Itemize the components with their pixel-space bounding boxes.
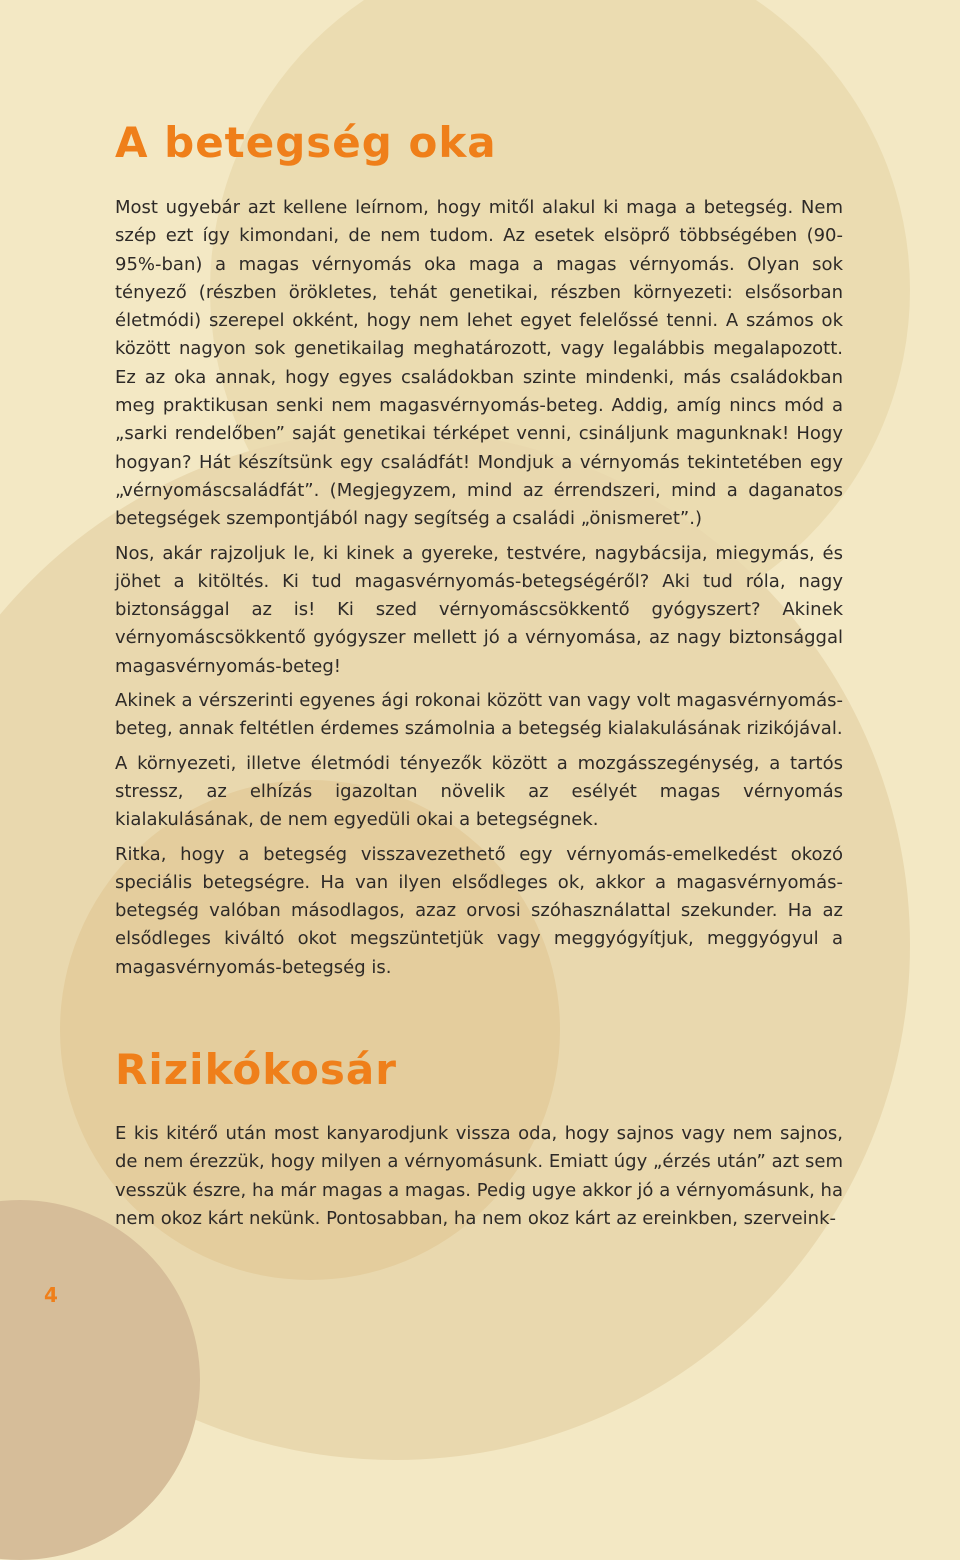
page-number: 4 [44, 1283, 58, 1307]
section-body-rizikokosar [115, 1120, 843, 1239]
paragraph: Most ugyebár azt kellene leírnom, hogy mitől alakul ki maga a betegség. Nem szép ezt így kimondani, de nem tudom. Az esetek elsöprő többségében (90-95%-ban) a magas vérnyomás oka maga a magas vérnyomás. Olyan sok tényező (részben örökletes, tehát genetikai, részben környezeti: elsősorban életmódi) szerepel okként, hogy nem lehet egyet felelőssé tenni. A számos ok között nagyon sok genetikailag meghatározott, vagy legalábbis megalapozott. Ez az oka annak, hogy egyes családokban szinte mindenki, más családokban meg praktikusan senki nem magasvérnyomás-beteg. Addig, amíg nincs mód a „sarki rendelőben” saját genetikai térképet venni, csináljunk magunknak! Hogy hogyan? Hát készítsünk egy családfát! Mondjuk a vérnyomás tekintetében egy „vérnyomáscsaládfát”. (Megjegyzem, mind az érrendszeri, mind a daganatos betegségek szempontjából nagy segítség a családi „önismeret”.) [115, 197, 843, 530]
paragraph: Ritka, hogy a betegség visszavezethető egy vérnyomás-emelkedést okozó speciális betegségre. Ha van ilyen elsődleges ok, akkor a magasvérnyomás-betegség valóban másodlagos, azaz orvosi szóhasználattal szekunder. Ha az elsődleges kiváltó okot megszüntetjük vagy meggyógyítjuk, meggyógyul a magasvérnyomás-betegség is. [115, 843, 843, 978]
paragraph: Nos, akár rajzoljuk le, ki kinek a gyereke, testvére, nagybácsija, miegymás, és jöhet a kitöltés. Ki tud magasvérnyomás-betegségéről? Aki tud róla, nagy biztonsággal az is! Ki szed vérnyomáscsökkentő gyógyszert? Akinek vérnyomáscsökkentő gyógyszer mellett jó a vérnyomása, az nagy biztonsággal magasvérnyomás-beteg! [115, 542, 843, 677]
section-body-betegseg-oka [115, 194, 843, 988]
paragraph: Akinek a vérszerinti egyenes ági rokonai között van vagy volt magasvérnyomás-beteg, annak feltétlen érdemes számolnia a betegség kialakulásának rizikójával. [115, 690, 843, 740]
paragraph: E kis kitérő után most kanyarodjunk vissza oda, hogy sajnos vagy nem sajnos, de nem érezzük, hogy milyen a vérnyomásunk. Emiatt úgy „érzés után” azt sem vesszük észre, ha már magas a magas. Pedig ugye akkor jó a vérnyomásunk, ha nem okoz kárt nekünk. Pontosabban, ha nem okoz kárt az ereinkben, szerveink- [115, 1123, 843, 1229]
paragraph: A környezeti, illetve életmódi tényezők között a mozgásszegénység, a tartós stressz, az elhízás igazoltan növelik az esélyét magas vérnyomás kialakulásának, de nem egyedüli okai a betegségnek. [115, 752, 843, 831]
section-title-rizikokosar: Rizikókosár [115, 1045, 397, 1094]
section-title-betegseg-oka: A betegség oka [115, 118, 497, 167]
